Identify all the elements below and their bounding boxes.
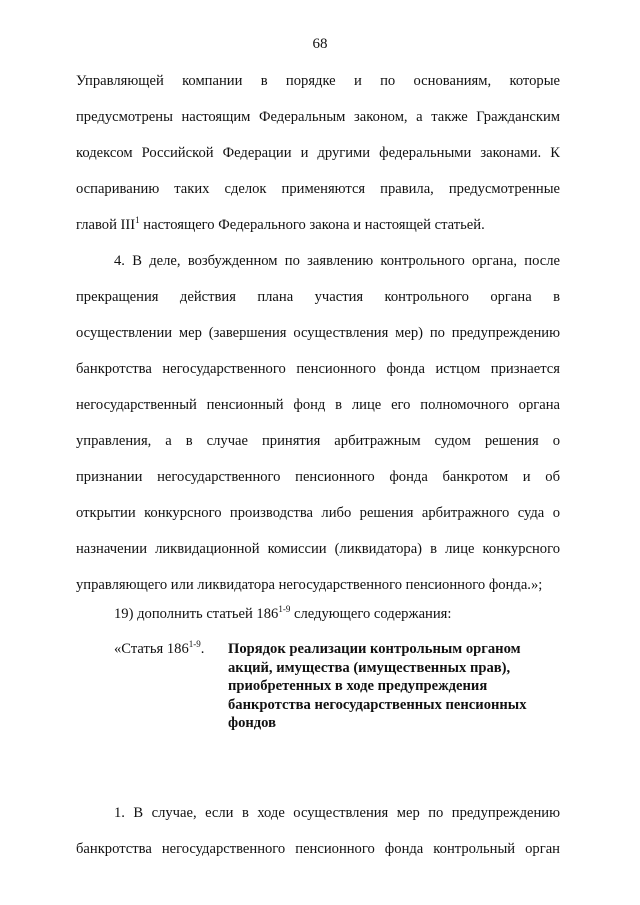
text-line: назначении ликвидационной комиссии (ликвидатора) в лице конкурсного xyxy=(76,541,560,557)
page-number: 68 xyxy=(312,36,328,52)
text-line: негосударственный пенсионный фонд в лице его полномочного органа xyxy=(76,397,560,413)
article-number xyxy=(114,640,204,659)
text-line xyxy=(76,207,560,243)
article-title-line: фондов xyxy=(228,715,276,732)
text-line: прекращения действия плана участия контрольного органа в xyxy=(76,289,560,305)
text-line: банкротства негосударственного пенсионного фонда контрольный орган xyxy=(76,841,560,857)
text-line: 4. В деле, возбужденном по заявлению контрольного органа, после xyxy=(114,253,560,269)
article-title-line: банкротства негосударственных пенсионных xyxy=(228,696,527,713)
text-line: кодексом Российской Федерации и другими федеральными законами. К xyxy=(76,145,560,161)
article-title xyxy=(228,640,564,733)
superscript: 1-9 xyxy=(278,604,291,614)
item-19 xyxy=(114,604,451,624)
article-title-line: Порядок реализации контрольным органом xyxy=(228,641,521,657)
text-fragment: 19) дополнить статьей 186 xyxy=(114,606,279,622)
paragraph-continuation xyxy=(76,63,560,243)
paragraph-item-1 xyxy=(76,795,560,867)
text-line: 1. В случае, если в ходе осуществления мер по предупреждению xyxy=(114,805,560,821)
text-line: открытии конкурсного производства либо решения арбитражного суда о xyxy=(76,505,560,521)
text-line: банкротства негосударственного пенсионного фонда истцом признается xyxy=(76,361,560,377)
text-fragment: «Статья 186 xyxy=(114,641,189,657)
article-title-line: акций, имущества (имущественных прав), xyxy=(228,659,511,676)
superscript: 1 xyxy=(135,215,140,225)
superscript: 1-9 xyxy=(188,639,201,649)
text-fragment: . xyxy=(200,641,205,657)
text-line: признании негосударственного пенсионного фонда банкротом и об xyxy=(76,469,560,485)
text-line: оспариванию таких сделок применяются правила, предусмотренные xyxy=(76,181,560,197)
text-fragment: следующего содержания: xyxy=(290,606,452,622)
text-fragment: главой III xyxy=(76,217,136,233)
paragraph-item-4 xyxy=(76,243,560,603)
text-line: Управляющей компании в порядке и по основаниям, которые xyxy=(76,73,560,89)
text-line: управления, а в случае принятия арбитражным судом решения о xyxy=(76,433,560,449)
text-fragment: настоящего Федерального закона и настоящей статьей. xyxy=(139,217,485,233)
text-line: осуществлении мер (завершения осуществления мер) по предупреждению xyxy=(76,325,560,341)
article-title-line: приобретенных в ходе предупреждения xyxy=(228,678,488,695)
text-line: предусмотрены настоящим Федеральным законом, а также Гражданским xyxy=(76,109,560,125)
text-line: управляющего или ликвидатора негосударственного пенсионного фонда.»; xyxy=(76,577,543,593)
